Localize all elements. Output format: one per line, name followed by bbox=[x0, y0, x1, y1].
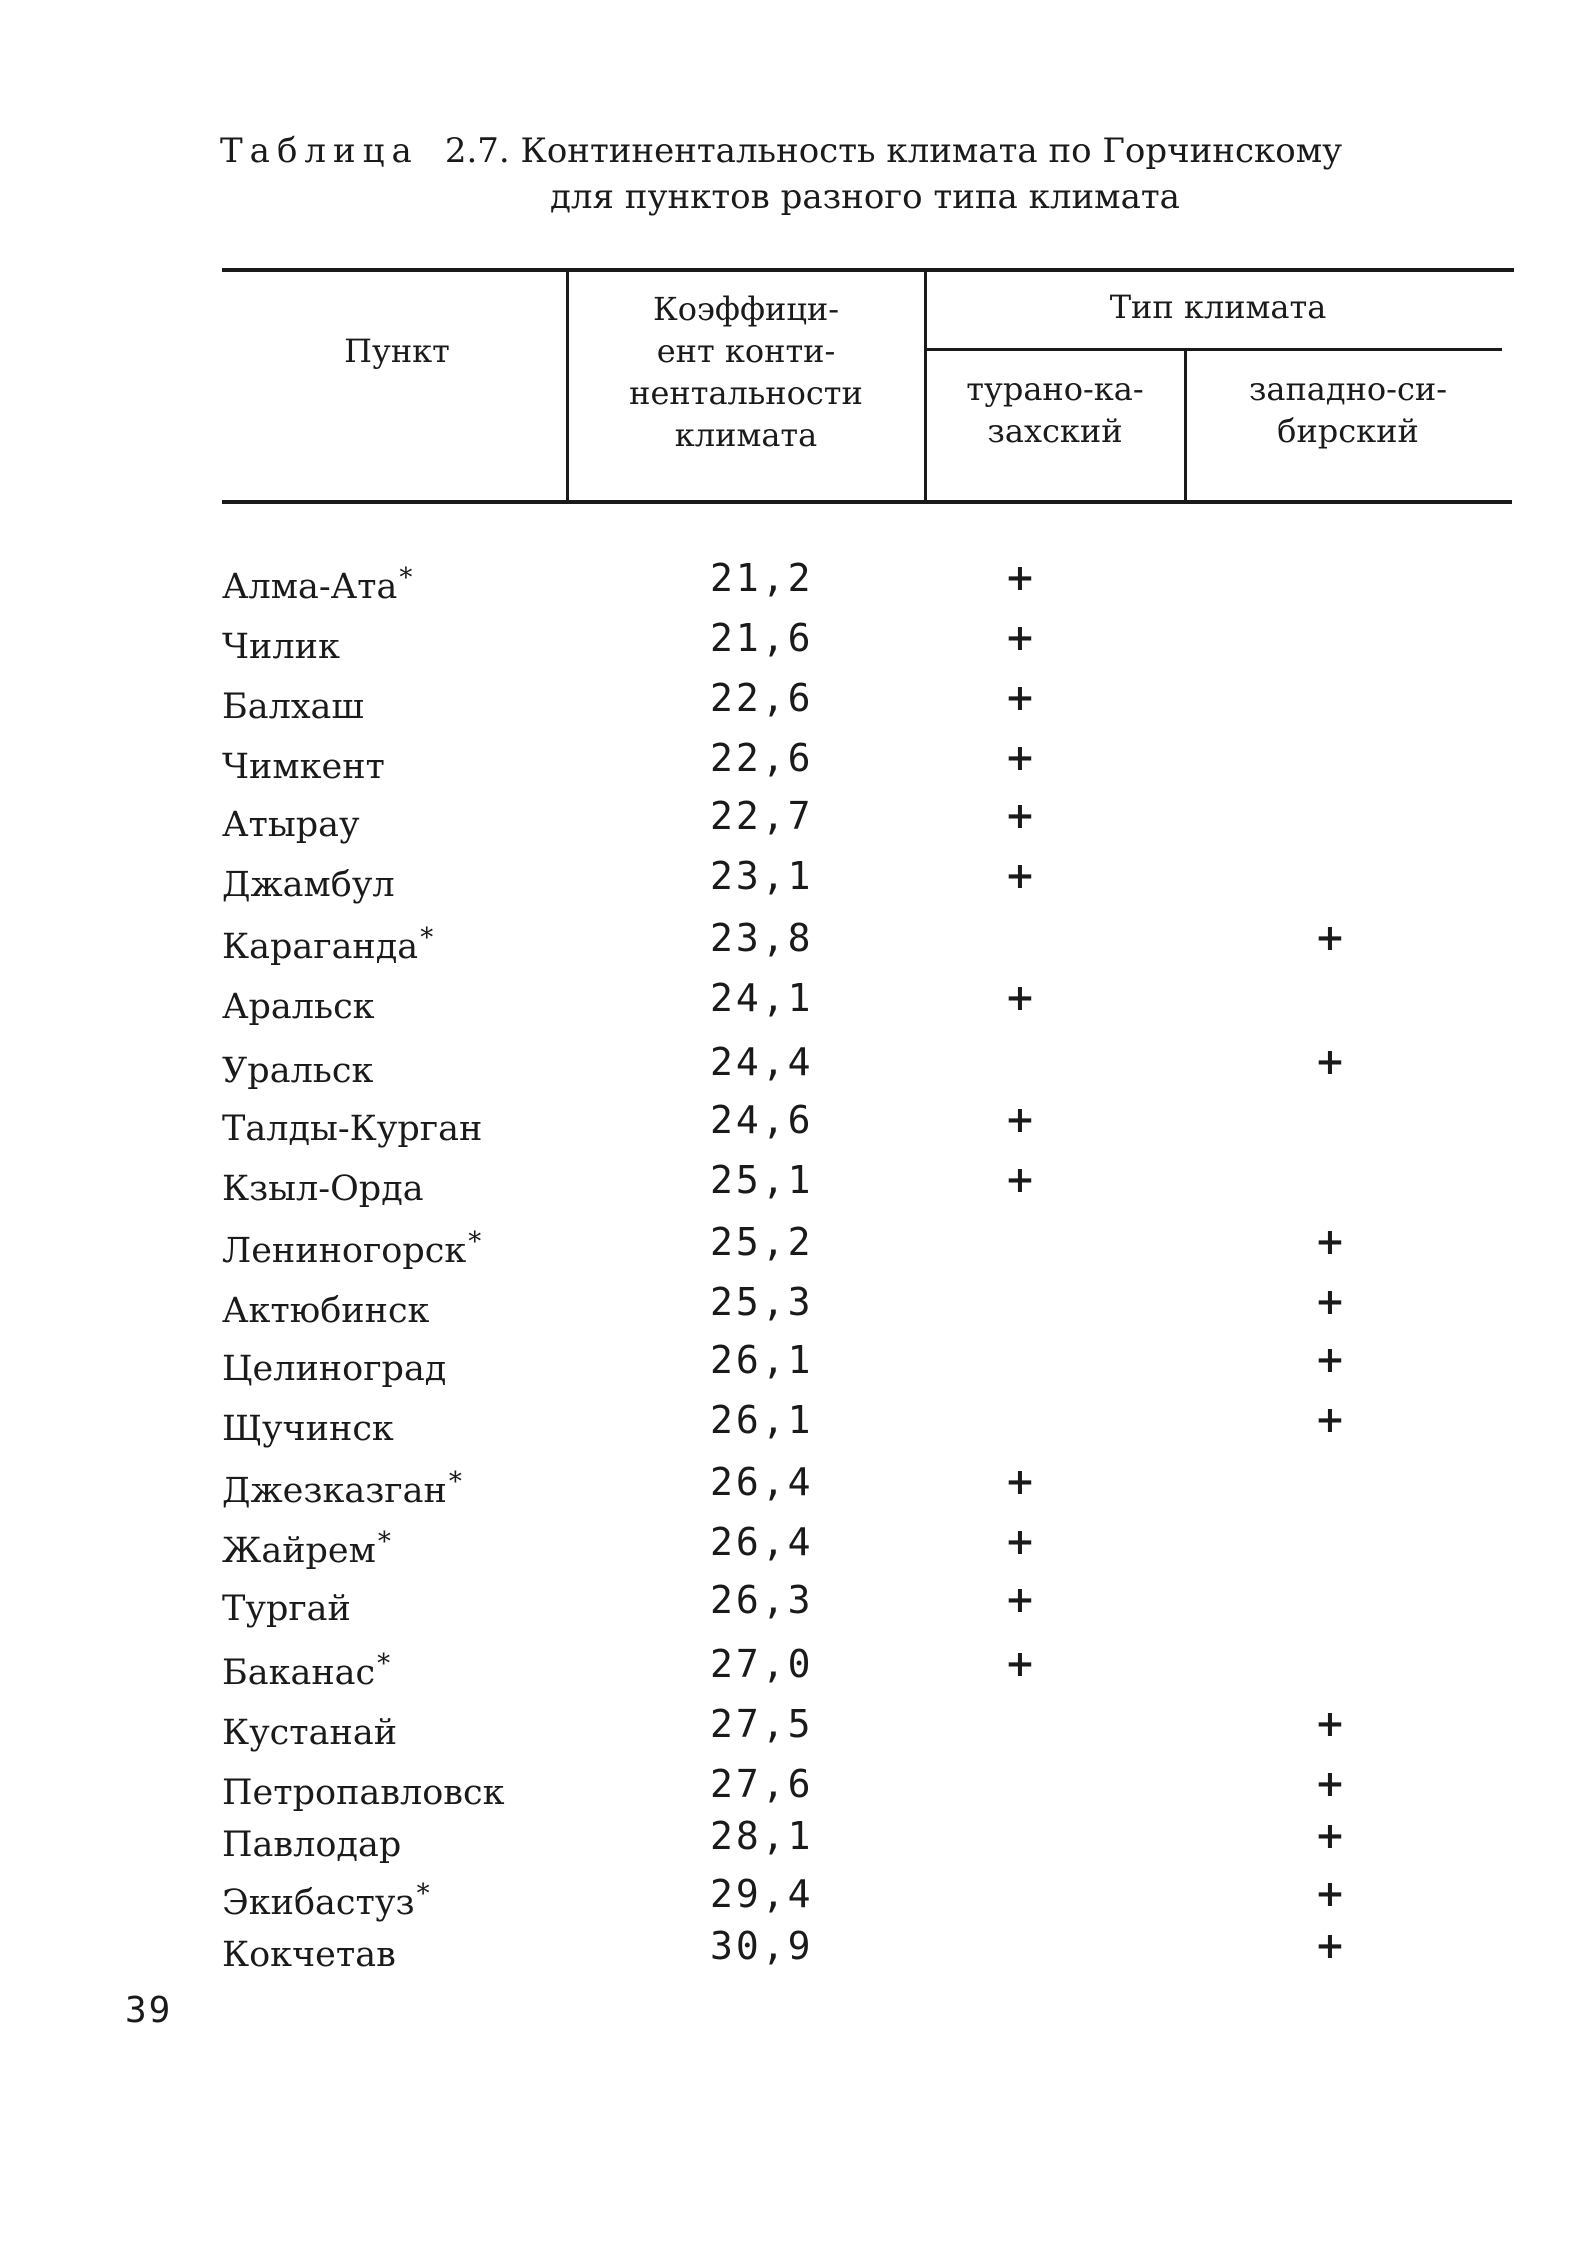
table-row bbox=[0, 668, 1596, 728]
cell-point bbox=[222, 608, 342, 677]
cell-turano-kazakh: + bbox=[1004, 1099, 1036, 1141]
header-sub-rule bbox=[926, 348, 1502, 351]
point-name: Караганда bbox=[222, 927, 419, 967]
table-row bbox=[0, 1272, 1596, 1332]
cell-turano-kazakh: + bbox=[1004, 617, 1036, 659]
cell-west-siberian: + bbox=[1314, 1041, 1346, 1083]
footnote-mark: * bbox=[377, 1527, 391, 1557]
footnote-mark: * bbox=[468, 1227, 482, 1257]
cell-turano-kazakh: + bbox=[1004, 977, 1036, 1019]
table-row bbox=[0, 608, 1596, 668]
table-row bbox=[0, 1212, 1596, 1272]
cell-coefficient: 24,6 bbox=[710, 1098, 814, 1142]
cell-point bbox=[222, 1916, 398, 1985]
cell-point bbox=[222, 668, 366, 737]
cell-coefficient: 27,5 bbox=[710, 1702, 814, 1746]
cell-point bbox=[222, 1634, 390, 1703]
cell-point bbox=[222, 1570, 353, 1639]
cell-west-siberian: + bbox=[1314, 917, 1346, 959]
cell-coefficient: 23,8 bbox=[710, 916, 814, 960]
table-row bbox=[0, 1694, 1596, 1754]
cell-coefficient: 28,1 bbox=[710, 1814, 814, 1858]
point-name: Чилик bbox=[222, 627, 340, 667]
table-row bbox=[0, 1452, 1596, 1512]
cell-point bbox=[222, 1390, 396, 1459]
table-row bbox=[0, 1864, 1596, 1924]
cell-west-siberian: + bbox=[1314, 1703, 1346, 1745]
cell-west-siberian: + bbox=[1314, 1873, 1346, 1915]
cell-point bbox=[222, 548, 412, 617]
table-row bbox=[0, 1754, 1596, 1814]
cell-turano-kazakh: + bbox=[1004, 1643, 1036, 1685]
cell-coefficient: 22,6 bbox=[710, 736, 814, 780]
header-divider-3 bbox=[1184, 350, 1187, 504]
point-name: Целиноград bbox=[222, 1349, 447, 1389]
cell-turano-kazakh: + bbox=[1004, 795, 1036, 837]
cell-turano-kazakh: + bbox=[1004, 677, 1036, 719]
cell-west-siberian: + bbox=[1314, 1281, 1346, 1323]
table-row bbox=[0, 908, 1596, 968]
table-caption-lead: Таблица bbox=[220, 131, 419, 171]
cell-point bbox=[222, 1330, 448, 1399]
cell-point bbox=[222, 1150, 426, 1219]
header-climate-type: Тип климата bbox=[1109, 288, 1327, 326]
cell-coefficient: 21,2 bbox=[710, 556, 814, 600]
point-name: Джамбул bbox=[222, 865, 395, 905]
point-name: Кокчетав bbox=[222, 1935, 396, 1975]
point-name: Петропавловск bbox=[222, 1773, 505, 1813]
footnote-mark: * bbox=[377, 1649, 391, 1679]
cell-west-siberian: + bbox=[1314, 1763, 1346, 1805]
cell-west-siberian: + bbox=[1314, 1221, 1346, 1263]
cell-coefficient: 30,9 bbox=[710, 1924, 814, 1968]
point-name: Лениногорск bbox=[222, 1231, 467, 1271]
table-caption-line2: для пунктов разного типа климата bbox=[550, 177, 1180, 217]
cell-point bbox=[222, 1694, 399, 1763]
point-name: Джезказган bbox=[222, 1471, 447, 1511]
cell-west-siberian: + bbox=[1314, 1925, 1346, 1967]
point-name: Алма-Ата bbox=[222, 567, 398, 607]
footnote-mark: * bbox=[448, 1467, 462, 1497]
header-bottom-rule bbox=[222, 500, 1512, 504]
cell-coefficient: 24,4 bbox=[710, 1040, 814, 1084]
cell-turano-kazakh: + bbox=[1004, 855, 1036, 897]
table-row bbox=[0, 548, 1596, 608]
point-name: Кзыл-Орда bbox=[222, 1169, 424, 1209]
header-coefficient: Коэффици- ент конти- нентальности климата bbox=[629, 290, 863, 454]
cell-point bbox=[222, 1452, 462, 1521]
table-row bbox=[0, 846, 1596, 906]
cell-coefficient: 22,6 bbox=[710, 676, 814, 720]
cell-point bbox=[222, 968, 377, 1037]
point-name: Экибастуз bbox=[222, 1883, 415, 1923]
table-row bbox=[0, 968, 1596, 1028]
point-name: Тургай bbox=[222, 1589, 351, 1629]
footnote-mark: * bbox=[399, 563, 413, 593]
cell-coefficient: 24,1 bbox=[710, 976, 814, 1020]
point-name: Атырау bbox=[222, 805, 360, 845]
cell-coefficient: 26,1 bbox=[710, 1398, 814, 1442]
cell-turano-kazakh: + bbox=[1004, 1579, 1036, 1621]
header-turano-kazakh: турано-ка- захский bbox=[966, 370, 1144, 450]
table-caption-line1: 2.7. Континентальность климата по Горчинскому bbox=[444, 131, 1343, 171]
footnote-mark: * bbox=[416, 1879, 430, 1909]
cell-point bbox=[222, 786, 362, 855]
cell-point bbox=[222, 1212, 481, 1281]
header-west-siberian: западно-си- бирский bbox=[1248, 370, 1448, 450]
point-name: Баканас bbox=[222, 1653, 376, 1693]
cell-turano-kazakh: + bbox=[1004, 1159, 1036, 1201]
cell-coefficient: 21,6 bbox=[710, 616, 814, 660]
header-divider-1 bbox=[566, 272, 569, 504]
cell-coefficient: 27,0 bbox=[710, 1642, 814, 1686]
cell-coefficient: 27,6 bbox=[710, 1762, 814, 1806]
cell-coefficient: 26,4 bbox=[710, 1460, 814, 1504]
table-row bbox=[0, 1806, 1596, 1866]
point-name: Аральск bbox=[222, 987, 375, 1027]
cell-coefficient: 25,1 bbox=[710, 1158, 814, 1202]
cell-coefficient: 25,3 bbox=[710, 1280, 814, 1324]
table-row bbox=[0, 1150, 1596, 1210]
table-row bbox=[0, 786, 1596, 846]
cell-point bbox=[222, 908, 433, 977]
table-row bbox=[0, 1330, 1596, 1390]
table-row bbox=[0, 1634, 1596, 1694]
table-row bbox=[0, 728, 1596, 788]
cell-turano-kazakh: + bbox=[1004, 1461, 1036, 1503]
point-name: Кустанай bbox=[222, 1713, 398, 1753]
cell-coefficient: 22,7 bbox=[710, 794, 814, 838]
table-row bbox=[0, 1512, 1596, 1572]
cell-west-siberian: + bbox=[1314, 1815, 1346, 1857]
table-caption bbox=[220, 128, 1530, 220]
point-name: Балхаш bbox=[222, 687, 364, 727]
point-name: Павлодар bbox=[222, 1825, 402, 1865]
cell-coefficient: 26,4 bbox=[710, 1520, 814, 1564]
cell-turano-kazakh: + bbox=[1004, 1521, 1036, 1563]
cell-coefficient: 26,1 bbox=[710, 1338, 814, 1382]
cell-west-siberian: + bbox=[1314, 1399, 1346, 1441]
table-row bbox=[0, 1916, 1596, 1976]
point-name: Актюбинск bbox=[222, 1291, 430, 1331]
cell-point bbox=[222, 1090, 484, 1159]
header-point: Пункт bbox=[344, 332, 450, 370]
table-row bbox=[0, 1570, 1596, 1630]
cell-point bbox=[222, 846, 397, 915]
table-row bbox=[0, 1090, 1596, 1150]
table-row bbox=[0, 1390, 1596, 1450]
point-name: Жайрем bbox=[222, 1531, 376, 1571]
table-top-rule bbox=[222, 268, 1514, 272]
cell-west-siberian: + bbox=[1314, 1339, 1346, 1381]
cell-turano-kazakh: + bbox=[1004, 737, 1036, 779]
cell-turano-kazakh: + bbox=[1004, 557, 1036, 599]
cell-coefficient: 23,1 bbox=[710, 854, 814, 898]
cell-coefficient: 29,4 bbox=[710, 1872, 814, 1916]
cell-coefficient: 26,3 bbox=[710, 1578, 814, 1622]
point-name: Уральск bbox=[222, 1051, 374, 1091]
footnote-mark: * bbox=[420, 923, 434, 953]
table-row bbox=[0, 1032, 1596, 1092]
point-name: Щучинск bbox=[222, 1409, 394, 1449]
page-number: 39 bbox=[125, 1990, 173, 2031]
point-name: Чимкент bbox=[222, 747, 385, 787]
cell-coefficient: 25,2 bbox=[710, 1220, 814, 1264]
point-name: Талды-Курган bbox=[222, 1109, 483, 1149]
